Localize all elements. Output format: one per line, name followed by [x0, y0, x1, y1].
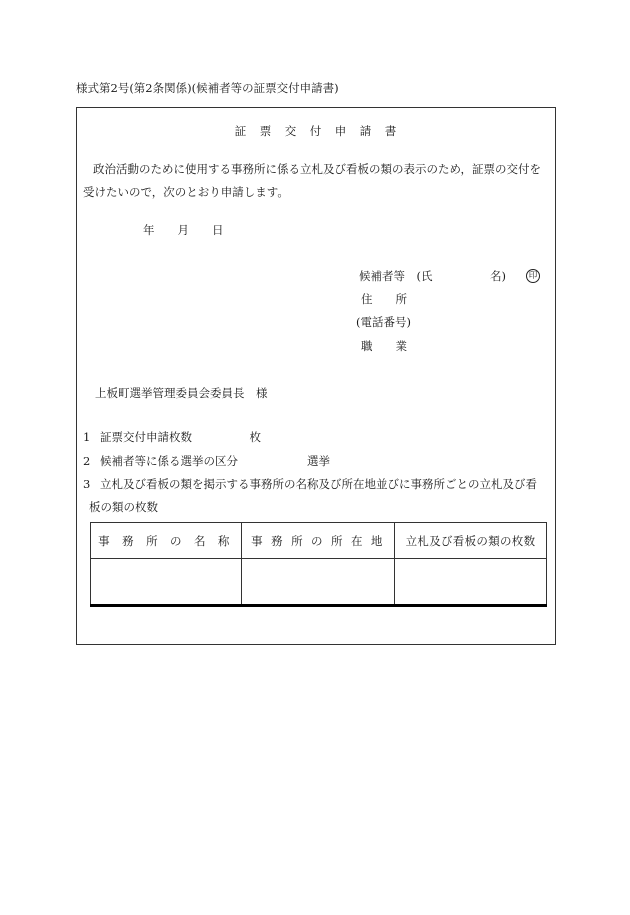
form-title: 証 票 交 付 申 請 書 — [234, 124, 398, 138]
table-header-row — [91, 523, 547, 559]
office-signboard-table — [90, 522, 547, 607]
item-2-text: 候補者等に係る選挙の区分 選挙 — [100, 454, 330, 468]
cell-office-name — [91, 559, 242, 606]
application-form-frame — [76, 107, 556, 645]
item-3-text-continuation: 板の類の枚数 — [89, 500, 158, 514]
applicant-occupation-label: 職 業 — [361, 339, 407, 353]
item-2-number: 2 — [83, 454, 91, 468]
body-text-line-2: 受けたいので，次のとおり申請します。 — [83, 185, 289, 199]
applicant-phone-label: (電話番号) — [356, 315, 411, 329]
cell-office-address — [242, 559, 395, 606]
cell-signboard-count — [395, 559, 547, 606]
seal-mark: 印 — [526, 269, 540, 283]
date-field: 年 月 日 — [143, 223, 224, 237]
form-number-label: 様式第2号(第2条関係)(候補者等の証票交付申請書) — [76, 81, 339, 95]
item-3-number: 3 — [83, 477, 91, 491]
item-1-number: 1 — [83, 430, 91, 444]
header-office-name: 事 務 所 の 名 称 — [91, 523, 242, 559]
header-office-address: 事 務 所 の 所 在 地 — [242, 523, 395, 559]
applicant-address-label: 住 所 — [361, 292, 407, 306]
body-text-line-1: 政治活動のために使用する事務所に係る立札及び看板の類の表示のため，証票の交付を — [93, 162, 542, 176]
item-1-text: 証票交付申請枚数 枚 — [100, 430, 261, 444]
addressee: 上板町選挙管理委員会委員長 様 — [95, 386, 268, 400]
applicant-name-label: 候補者等 (氏 名) — [359, 269, 506, 283]
table-row — [91, 559, 547, 606]
item-3-text: 立札及び看板の類を掲示する事務所の名称及び所在地並びに事務所ごとの立札及び看 — [100, 477, 537, 491]
header-signboard-count: 立札及び看板の類の枚数 — [395, 523, 547, 559]
